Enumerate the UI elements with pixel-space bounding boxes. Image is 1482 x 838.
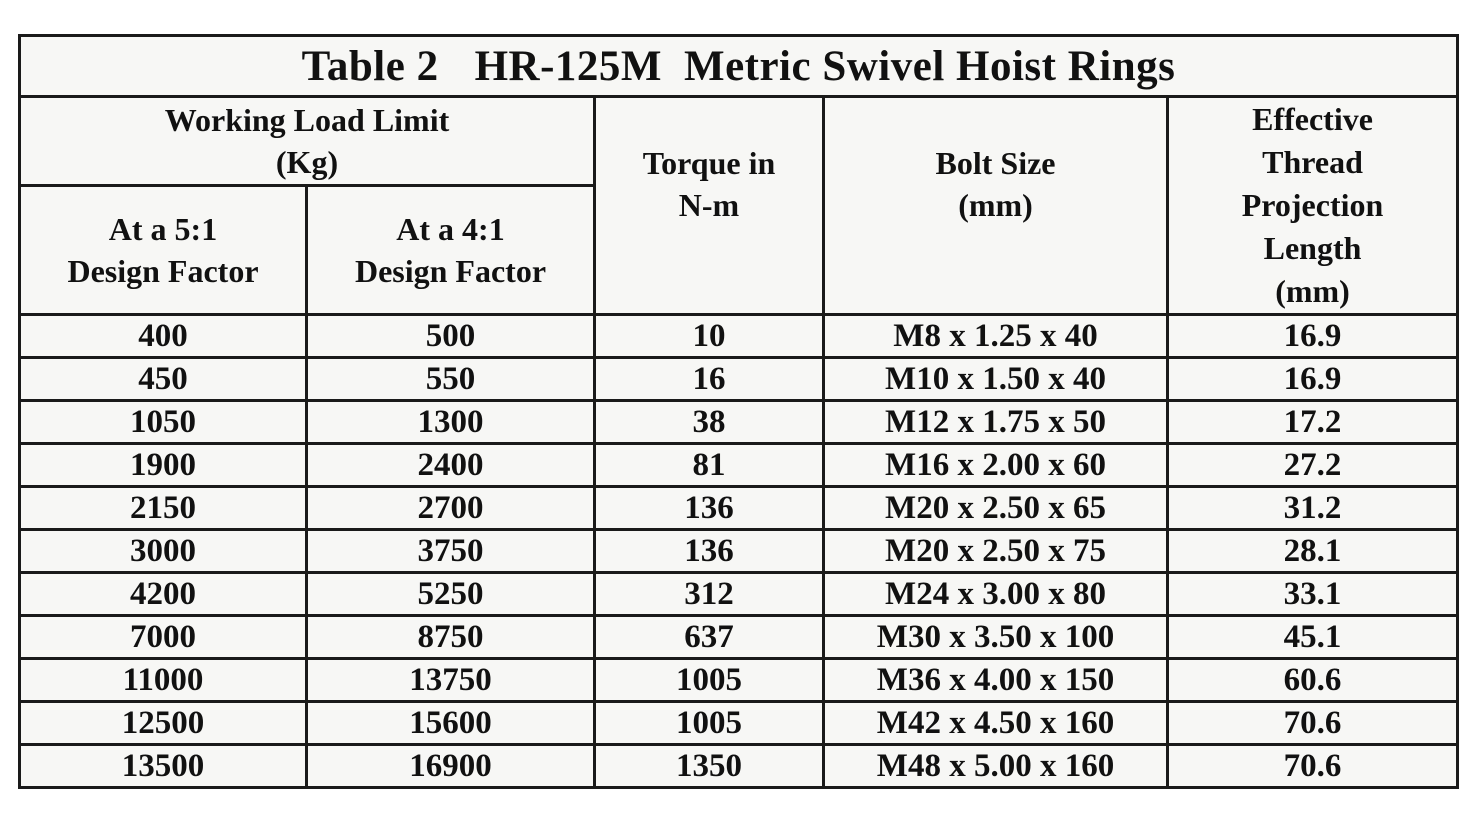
table-row	[20, 616, 1458, 659]
cell-torque: 1350	[595, 745, 824, 788]
cell-thread-length: 45.1	[1168, 616, 1458, 659]
header-design-factor-4-1: At a 4:1 Design Factor	[307, 186, 595, 315]
cell-wll-4-1: 2400	[307, 444, 595, 487]
table-number: Table 2	[301, 42, 439, 90]
cell-thread-length: 31.2	[1168, 487, 1458, 530]
cell-bolt-size: M12 x 1.75 x 50	[824, 401, 1168, 444]
cell-wll-5-1: 400	[20, 315, 307, 358]
cell-thread-length: 28.1	[1168, 530, 1458, 573]
table-row	[20, 444, 1458, 487]
cell-wll-5-1: 7000	[20, 616, 307, 659]
cell-wll-5-1: 2150	[20, 487, 307, 530]
cell-torque: 312	[595, 573, 824, 616]
header-design-factor-5-1: At a 5:1 Design Factor	[20, 186, 307, 315]
cell-torque: 1005	[595, 659, 824, 702]
cell-bolt-size: M10 x 1.50 x 40	[824, 358, 1168, 401]
cell-bolt-size: M20 x 2.50 x 75	[824, 530, 1168, 573]
table-row	[20, 530, 1458, 573]
cell-thread-length: 70.6	[1168, 702, 1458, 745]
cell-thread-length: 70.6	[1168, 745, 1458, 788]
header-torque: Torque in N-m	[595, 97, 824, 315]
cell-wll-5-1: 3000	[20, 530, 307, 573]
cell-bolt-size: M8 x 1.25 x 40	[824, 315, 1168, 358]
table-title	[20, 36, 1458, 97]
cell-torque: 81	[595, 444, 824, 487]
table-row	[20, 702, 1458, 745]
cell-torque: 637	[595, 616, 824, 659]
cell-wll-5-1: 1050	[20, 401, 307, 444]
cell-torque: 1005	[595, 702, 824, 745]
cell-thread-length: 27.2	[1168, 444, 1458, 487]
cell-wll-4-1: 5250	[307, 573, 595, 616]
header-effective-thread-length: Effective Thread Projection Length (mm)	[1168, 97, 1458, 315]
cell-wll-4-1: 500	[307, 315, 595, 358]
cell-wll-5-1: 450	[20, 358, 307, 401]
table-row	[20, 745, 1458, 788]
cell-wll-4-1: 8750	[307, 616, 595, 659]
cell-wll-5-1: 12500	[20, 702, 307, 745]
cell-bolt-size: M24 x 3.00 x 80	[824, 573, 1168, 616]
cell-bolt-size: M20 x 2.50 x 65	[824, 487, 1168, 530]
cell-wll-5-1: 4200	[20, 573, 307, 616]
cell-wll-4-1: 2700	[307, 487, 595, 530]
cell-thread-length: 16.9	[1168, 358, 1458, 401]
table-row	[20, 573, 1458, 616]
cell-bolt-size: M42 x 4.50 x 160	[824, 702, 1168, 745]
cell-bolt-size: M16 x 2.00 x 60	[824, 444, 1168, 487]
cell-thread-length: 33.1	[1168, 573, 1458, 616]
cell-torque: 16	[595, 358, 824, 401]
cell-thread-length: 16.9	[1168, 315, 1458, 358]
cell-wll-5-1: 1900	[20, 444, 307, 487]
cell-wll-5-1: 13500	[20, 745, 307, 788]
cell-wll-4-1: 550	[307, 358, 595, 401]
header-row-top	[20, 97, 1458, 186]
table-body	[20, 315, 1458, 788]
cell-torque: 136	[595, 530, 824, 573]
cell-torque: 10	[595, 315, 824, 358]
cell-bolt-size: M48 x 5.00 x 160	[824, 745, 1168, 788]
cell-thread-length: 60.6	[1168, 659, 1458, 702]
cell-bolt-size: M30 x 3.50 x 100	[824, 616, 1168, 659]
cell-wll-4-1: 3750	[307, 530, 595, 573]
table-row	[20, 401, 1458, 444]
table-name: Metric Swivel Hoist Rings	[683, 42, 1176, 90]
cell-wll-4-1: 1300	[307, 401, 595, 444]
table-row	[20, 358, 1458, 401]
cell-wll-4-1: 16900	[307, 745, 595, 788]
table-row	[20, 659, 1458, 702]
header-bolt-size: Bolt Size (mm)	[824, 97, 1168, 315]
cell-thread-length: 17.2	[1168, 401, 1458, 444]
hoist-ring-table	[18, 34, 1459, 789]
cell-wll-4-1: 13750	[307, 659, 595, 702]
model-number: HR-125M	[474, 42, 662, 90]
table-title-row	[20, 36, 1458, 97]
table-row	[20, 315, 1458, 358]
header-working-load-limit: Working Load Limit (Kg)	[20, 97, 595, 186]
cell-wll-5-1: 11000	[20, 659, 307, 702]
cell-torque: 136	[595, 487, 824, 530]
table-row	[20, 487, 1458, 530]
cell-bolt-size: M36 x 4.00 x 150	[824, 659, 1168, 702]
cell-torque: 38	[595, 401, 824, 444]
cell-wll-4-1: 15600	[307, 702, 595, 745]
